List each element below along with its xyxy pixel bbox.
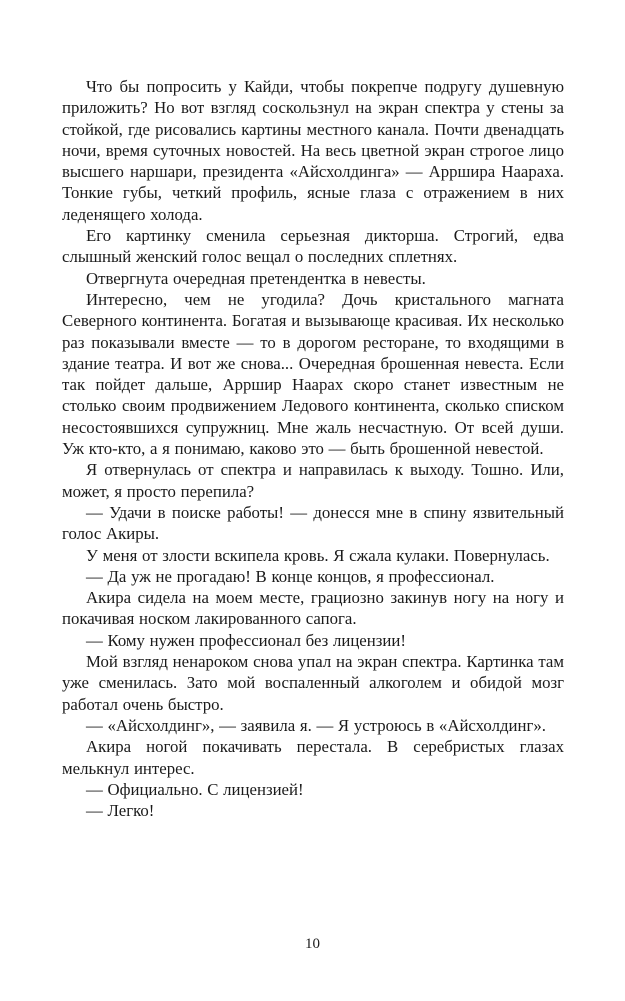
paragraph: У меня от злости вскипела кровь. Я сжала кулаки. Повернулась. (86, 545, 550, 565)
paragraph-dialogue: — Официально. С лицензией! (86, 779, 304, 799)
paragraph: Его картинку сменила серьезная дикторша. Строгий, едва слышный женский голос вещал о последних сплетнях. (62, 226, 564, 267)
paragraph: Акира сидела на моем месте, грациозно закинув ногу на ногу и покачивая носком лакированного сапога. (62, 588, 564, 629)
paragraph: Отвергнута очередная претендентка в невесты. (86, 268, 426, 288)
paragraph-dialogue: — Кому нужен профессионал без лицензии! (86, 630, 406, 650)
paragraph-dialogue: — Легко! (86, 801, 155, 821)
paragraph-dialogue: — Удачи в поиске работы! — донесся мне в спину язвительный голос Акиры. (62, 502, 564, 544)
paragraph: Что бы попросить у Кайди, чтобы покрепче подругу душевную приложить? Но вот взгляд соскользнул на экран спектра у стены за стойкой, где рисовались картины местного канала. Почти двенадцать ночи, время суточных новостей. На весь цветной экран строгое лицо высшего наршари, президента «Айсхолдинга» — Арршира Наараха. Тонкие губы, четкий профиль, ясные глаза с отражением в них леденящего холода. (62, 77, 564, 224)
page-footer (0, 935, 625, 953)
paragraph: Акира ногой покачивать перестала. В серебристых глазах мелькнул интерес. (62, 737, 564, 778)
paragraph: Я отвернулась от спектра и направилась к выходу. Тошно. Или, может, я просто перепила? (62, 460, 564, 501)
paragraph-dialogue: — «Айсхолдинг», — заявила я. — Я устроюсь в «Айсхолдинг». (86, 715, 546, 735)
page-number: 10 (305, 936, 320, 952)
paragraph: Интересно, чем не угодила? Дочь кристального магната Северного континента. Богатая и вызывающе красивая. Их несколько раз показывали вместе — то в дорогом ресторане, то входящими в здание театра. И вот же снова... Очередная брошенная невеста. Если так пойдет дальше, Арршир Наарах скоро станет известным не столько своим продвижением Ледового континента, сколько списком несостоявшихся супружниц. Мне жаль несчастную. От всей души. Уж кто-кто, а я понимаю, каково это — быть брошенной невестой. (62, 289, 564, 459)
text-block (62, 76, 564, 821)
paragraph-dialogue: — Да уж не прогадаю! В конце концов, я профессионал. (86, 566, 495, 586)
paragraph: Мой взгляд ненароком снова упал на экран спектра. Картинка там уже сменилась. Зато мой воспаленный алкоголем и обидой мозг работал очень быстро. (62, 652, 564, 714)
